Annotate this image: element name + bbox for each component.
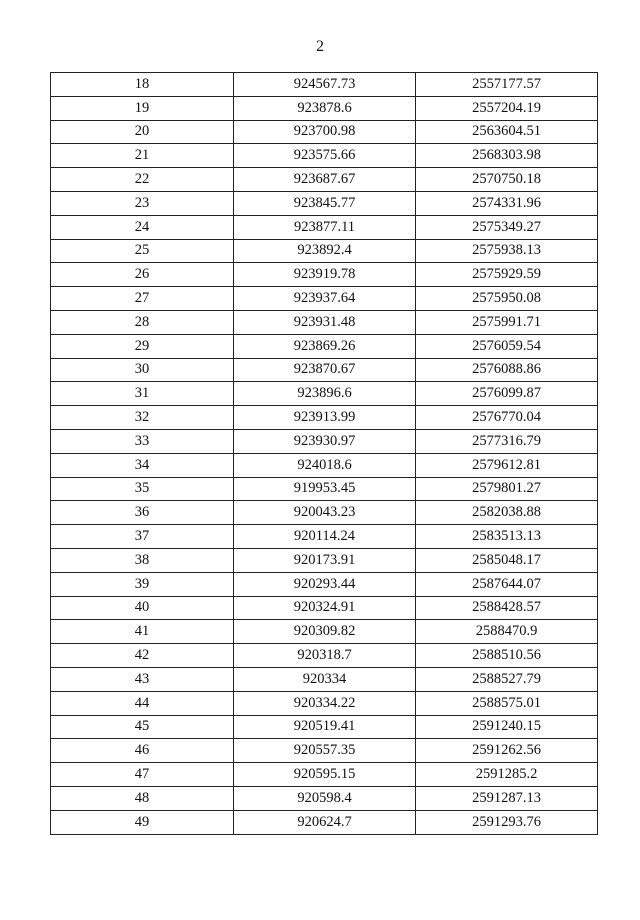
y-coordinate-cell: 2576088.86 (416, 358, 598, 382)
point-number-cell: 39 (51, 572, 234, 596)
point-number-cell: 24 (51, 215, 234, 239)
point-number-cell: 37 (51, 525, 234, 549)
point-number-cell: 31 (51, 382, 234, 406)
x-coordinate-cell: 920043.23 (234, 501, 416, 525)
table-row (51, 73, 598, 97)
table-row (51, 358, 598, 382)
table-row (51, 215, 598, 239)
x-coordinate-cell: 923845.77 (234, 191, 416, 215)
x-coordinate-cell: 923575.66 (234, 144, 416, 168)
table-row (51, 120, 598, 144)
point-number-cell: 33 (51, 429, 234, 453)
table-row (51, 596, 598, 620)
x-coordinate-cell: 920324.91 (234, 596, 416, 620)
table-row (51, 786, 598, 810)
table-row (51, 96, 598, 120)
y-coordinate-cell: 2570750.18 (416, 168, 598, 192)
point-number-cell: 34 (51, 453, 234, 477)
y-coordinate-cell: 2579801.27 (416, 477, 598, 501)
table-row (51, 168, 598, 192)
x-coordinate-cell: 920595.15 (234, 763, 416, 787)
point-number-cell: 19 (51, 96, 234, 120)
y-coordinate-cell: 2588510.56 (416, 644, 598, 668)
x-coordinate-cell: 920318.7 (234, 644, 416, 668)
y-coordinate-cell: 2588428.57 (416, 596, 598, 620)
y-coordinate-cell: 2582038.88 (416, 501, 598, 525)
x-coordinate-cell: 920557.35 (234, 739, 416, 763)
point-number-cell: 23 (51, 191, 234, 215)
x-coordinate-cell: 920519.41 (234, 715, 416, 739)
y-coordinate-cell: 2575349.27 (416, 215, 598, 239)
table-row (51, 263, 598, 287)
table-row (51, 667, 598, 691)
table-row (51, 572, 598, 596)
x-coordinate-cell: 923892.4 (234, 239, 416, 263)
table-row (51, 191, 598, 215)
table-row (51, 429, 598, 453)
table-row (51, 144, 598, 168)
x-coordinate-cell: 923878.6 (234, 96, 416, 120)
point-number-cell: 22 (51, 168, 234, 192)
point-number-cell: 35 (51, 477, 234, 501)
x-coordinate-cell: 924567.73 (234, 73, 416, 97)
y-coordinate-cell: 2591293.76 (416, 810, 598, 834)
y-coordinate-cell: 2585048.17 (416, 548, 598, 572)
x-coordinate-cell: 920309.82 (234, 620, 416, 644)
table-row (51, 310, 598, 334)
point-number-cell: 48 (51, 786, 234, 810)
table-row (51, 406, 598, 430)
x-coordinate-cell: 920598.4 (234, 786, 416, 810)
y-coordinate-cell: 2575938.13 (416, 239, 598, 263)
y-coordinate-cell: 2575929.59 (416, 263, 598, 287)
y-coordinate-cell: 2587644.07 (416, 572, 598, 596)
point-number-cell: 36 (51, 501, 234, 525)
table-row (51, 287, 598, 311)
page-number: 2 (316, 38, 324, 55)
point-number-cell: 41 (51, 620, 234, 644)
x-coordinate-cell: 923687.67 (234, 168, 416, 192)
table-row (51, 810, 598, 834)
coordinate-table-body (51, 73, 598, 835)
point-number-cell: 18 (51, 73, 234, 97)
point-number-cell: 43 (51, 667, 234, 691)
x-coordinate-cell: 923700.98 (234, 120, 416, 144)
y-coordinate-cell: 2583513.13 (416, 525, 598, 549)
y-coordinate-cell: 2576099.87 (416, 382, 598, 406)
point-number-cell: 46 (51, 739, 234, 763)
point-number-cell: 40 (51, 596, 234, 620)
x-coordinate-cell: 923896.6 (234, 382, 416, 406)
y-coordinate-cell: 2591287.13 (416, 786, 598, 810)
table-row (51, 644, 598, 668)
x-coordinate-cell: 923937.64 (234, 287, 416, 311)
x-coordinate-cell: 923931.48 (234, 310, 416, 334)
y-coordinate-cell: 2591285.2 (416, 763, 598, 787)
table-row (51, 548, 598, 572)
x-coordinate-cell: 919953.45 (234, 477, 416, 501)
point-number-cell: 26 (51, 263, 234, 287)
table-row (51, 715, 598, 739)
x-coordinate-cell: 923877.11 (234, 215, 416, 239)
point-number-cell: 29 (51, 334, 234, 358)
x-coordinate-cell: 923913.99 (234, 406, 416, 430)
x-coordinate-cell: 920293.44 (234, 572, 416, 596)
y-coordinate-cell: 2568303.98 (416, 144, 598, 168)
y-coordinate-cell: 2574331.96 (416, 191, 598, 215)
table-row (51, 239, 598, 263)
y-coordinate-cell: 2588575.01 (416, 691, 598, 715)
x-coordinate-cell: 924018.6 (234, 453, 416, 477)
table-row (51, 501, 598, 525)
y-coordinate-cell: 2577316.79 (416, 429, 598, 453)
table-row (51, 739, 598, 763)
table-row (51, 620, 598, 644)
point-number-cell: 25 (51, 239, 234, 263)
table-row (51, 477, 598, 501)
y-coordinate-cell: 2588527.79 (416, 667, 598, 691)
y-coordinate-cell: 2563604.51 (416, 120, 598, 144)
y-coordinate-cell: 2575950.08 (416, 287, 598, 311)
point-number-cell: 27 (51, 287, 234, 311)
y-coordinate-cell: 2579612.81 (416, 453, 598, 477)
y-coordinate-cell: 2591262.56 (416, 739, 598, 763)
x-coordinate-cell: 920624.7 (234, 810, 416, 834)
y-coordinate-cell: 2557204.19 (416, 96, 598, 120)
x-coordinate-cell: 923930.97 (234, 429, 416, 453)
point-number-cell: 38 (51, 548, 234, 572)
x-coordinate-cell: 923869.26 (234, 334, 416, 358)
point-number-cell: 28 (51, 310, 234, 334)
x-coordinate-cell: 920334.22 (234, 691, 416, 715)
table-row (51, 525, 598, 549)
x-coordinate-cell: 920173.91 (234, 548, 416, 572)
table-row (51, 763, 598, 787)
point-number-cell: 30 (51, 358, 234, 382)
y-coordinate-cell: 2557177.57 (416, 73, 598, 97)
point-number-cell: 45 (51, 715, 234, 739)
x-coordinate-cell: 923870.67 (234, 358, 416, 382)
point-number-cell: 49 (51, 810, 234, 834)
y-coordinate-cell: 2576770.04 (416, 406, 598, 430)
table-row (51, 382, 598, 406)
y-coordinate-cell: 2591240.15 (416, 715, 598, 739)
y-coordinate-cell: 2576059.54 (416, 334, 598, 358)
y-coordinate-cell: 2575991.71 (416, 310, 598, 334)
table-row (51, 453, 598, 477)
point-number-cell: 32 (51, 406, 234, 430)
point-number-cell: 21 (51, 144, 234, 168)
coordinate-table (50, 72, 598, 835)
point-number-cell: 42 (51, 644, 234, 668)
x-coordinate-cell: 920114.24 (234, 525, 416, 549)
x-coordinate-cell: 923919.78 (234, 263, 416, 287)
point-number-cell: 47 (51, 763, 234, 787)
point-number-cell: 44 (51, 691, 234, 715)
point-number-cell: 20 (51, 120, 234, 144)
y-coordinate-cell: 2588470.9 (416, 620, 598, 644)
table-row (51, 334, 598, 358)
table-row (51, 691, 598, 715)
x-coordinate-cell: 920334 (234, 667, 416, 691)
